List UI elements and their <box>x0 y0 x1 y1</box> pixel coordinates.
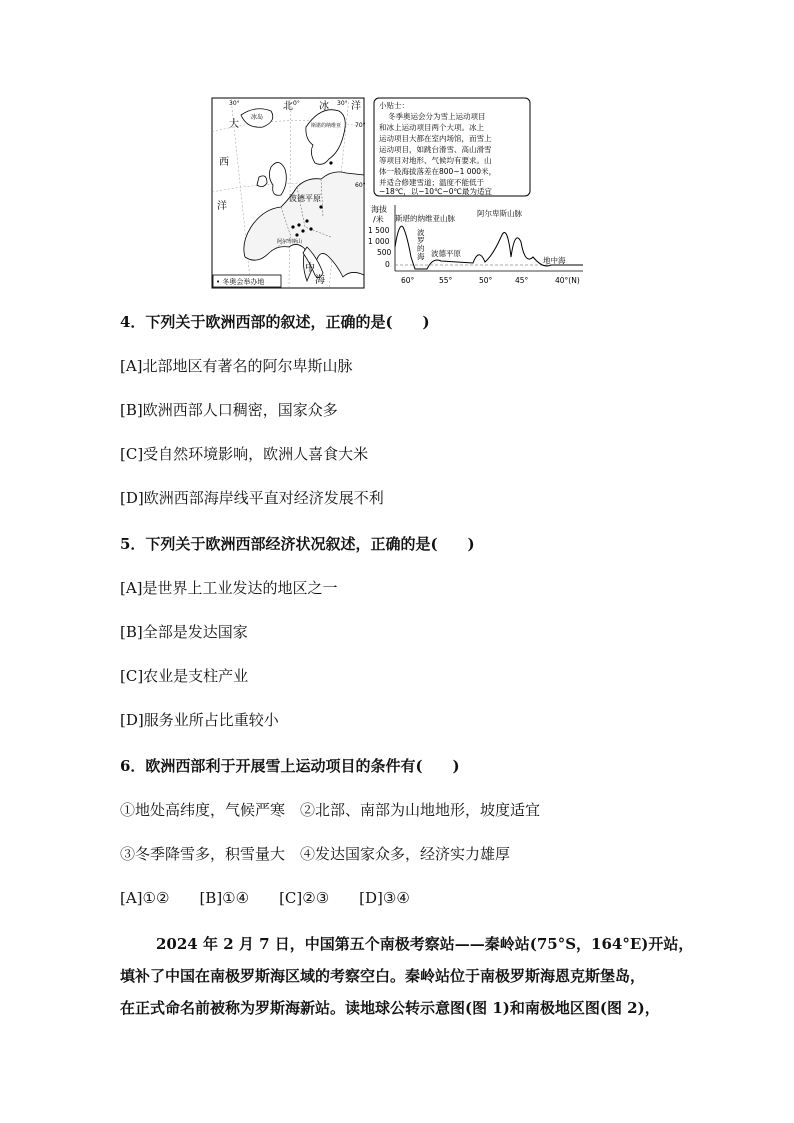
profile-x-tick: 60° <box>401 276 415 285</box>
passage-line-3: 在正式命名前被称为罗斯海新站。读地球公转示意图(图 1)和南极地区图(图 2)， <box>120 999 660 1017</box>
figure-europe <box>211 97 591 291</box>
tip-title: 小贴士： <box>379 101 409 110</box>
tip-line: 冬季奥运会分为雪上运动项目 <box>388 112 486 121</box>
profile-label-baltic: 海 <box>417 252 425 261</box>
question-6-choice-c[interactable]: [C]②③ <box>279 889 330 907</box>
map-label-med-zhong: 中 <box>305 263 315 274</box>
profile-y-tick: 500 <box>377 248 392 257</box>
map-label-north: 北 <box>283 101 293 112</box>
question-6-choice-d[interactable]: [D]③④ <box>359 889 410 907</box>
profile-x-tick: 55° <box>439 276 453 285</box>
elevation-profile <box>368 204 583 285</box>
map-label-scandinavia: 斯堪的纳维亚 <box>311 123 342 129</box>
profile-label-baltic: 的 <box>417 244 425 253</box>
question-6-statement: ①地处高纬度，气候严寒 ②北部、南部为山地地形，坡度适宜 <box>120 801 541 819</box>
profile-label-scandinavian: 斯堪的纳维亚山脉 <box>395 214 455 223</box>
question-6-statement: ③冬季降雪多，积雪量大 ④发达国家众多，经济实力雄厚 <box>120 845 511 863</box>
tip-line: 并适合修建雪道；温度不能低于 <box>379 178 484 187</box>
profile-label-alps: 阿尔卑斯山脉 <box>477 209 522 218</box>
question-4-option-d[interactable]: [D]欧洲西部海岸线平直对经济发展不利 <box>120 489 384 507</box>
question-4-option-a[interactable]: [A]北部地区有著名的阿尔卑斯山脉 <box>120 357 353 375</box>
profile-y-tick: 0 <box>385 260 390 269</box>
europe-map <box>212 98 366 288</box>
question-6-choice-b[interactable]: [B]①④ <box>199 889 250 907</box>
tip-line: 等项目对地形、气候均有要求。山 <box>379 156 492 165</box>
map-label-ocean-right: 洋 <box>351 101 361 112</box>
question-5-option-b[interactable]: [B]全部是发达国家 <box>120 623 248 641</box>
profile-label-baltic: 罗 <box>417 236 425 245</box>
tip-line: 运动项目，如跳台滑雪、高山滑雪 <box>379 145 492 154</box>
map-label-iceland: 冰岛 <box>251 114 264 121</box>
profile-x-tick: 40°(N) <box>555 276 580 285</box>
question-4-option-c[interactable]: [C]受自然环境影响，欧洲人喜食大米 <box>120 445 369 463</box>
profile-y-tick: 1 500 <box>368 226 390 235</box>
question-5-title: 5．下列关于欧洲西部经济状况叙述，正确的是( ) <box>120 535 475 553</box>
map-label-lat70: 70° <box>355 122 366 129</box>
figure-svg <box>211 97 591 291</box>
question-5-option-d[interactable]: [D]服务业所占比重较小 <box>120 711 279 729</box>
tip-line: −18℃，以−10℃~0℃最为适宜 <box>379 187 492 196</box>
map-label-alps: 阿尔卑斯山 <box>277 239 303 245</box>
question-6-title: 6．欧洲西部利于开展雪上运动项目的条件有( ) <box>120 757 460 775</box>
profile-y-tick: 1 000 <box>368 237 390 246</box>
question-6-choice-a[interactable]: [A]①② <box>120 889 170 907</box>
question-4-option-b[interactable]: [B]欧洲西部人口稠密，国家众多 <box>120 401 338 419</box>
map-legend: • 冬奥会举办地 <box>216 278 265 286</box>
profile-x-tick: 50° <box>479 276 493 285</box>
map-label-west: 西 <box>219 157 229 168</box>
map-label-ice: 冰 <box>319 101 329 112</box>
profile-x-tick: 45° <box>515 276 529 285</box>
map-label-ocean-left: 洋 <box>217 201 227 212</box>
profile-y-unit: /米 <box>373 215 384 224</box>
map-label-big: 大 <box>229 119 239 130</box>
tip-line: 体一般海拔落差在800~1 000米， <box>379 167 497 176</box>
map-label-med-hai: 海 <box>315 275 325 286</box>
profile-y-title: 海拔 <box>371 205 387 214</box>
tip-box <box>374 98 530 197</box>
map-label-lon30e: 30° <box>337 100 348 107</box>
profile-label-baltic: 波 <box>417 228 425 237</box>
question-4-title: 4．下列关于欧洲西部的叙述，正确的是( ) <box>120 313 430 331</box>
passage-line-2: 填补了中国在南极罗斯海区域的考察空白。秦岭站位于南极罗斯海恩克斯堡岛， <box>120 967 646 985</box>
map-label-lon30w: 30° <box>229 100 240 107</box>
map-label-lat60: 60° <box>355 182 366 189</box>
map-label-plain: 波德平原 <box>289 194 321 203</box>
tip-line: 运动项目大都在室内场馆，而雪上 <box>379 134 492 143</box>
question-5-option-a[interactable]: [A]是世界上工业发达的地区之一 <box>120 579 338 597</box>
profile-label-med: 地中海 <box>543 256 566 265</box>
map-label-lon0: 0° <box>293 100 300 107</box>
passage-line-1: 2024 年 2 月 7 日，中国第五个南极考察站——秦岭站(75°S，164°E)开站， <box>156 935 694 953</box>
profile-label-plain: 波德平原 <box>431 249 461 258</box>
question-6-choices <box>120 888 410 908</box>
tip-line: 和冰上运动项目两个大项。冰上 <box>379 123 484 132</box>
question-5-option-c[interactable]: [C]农业是支柱产业 <box>120 667 249 685</box>
